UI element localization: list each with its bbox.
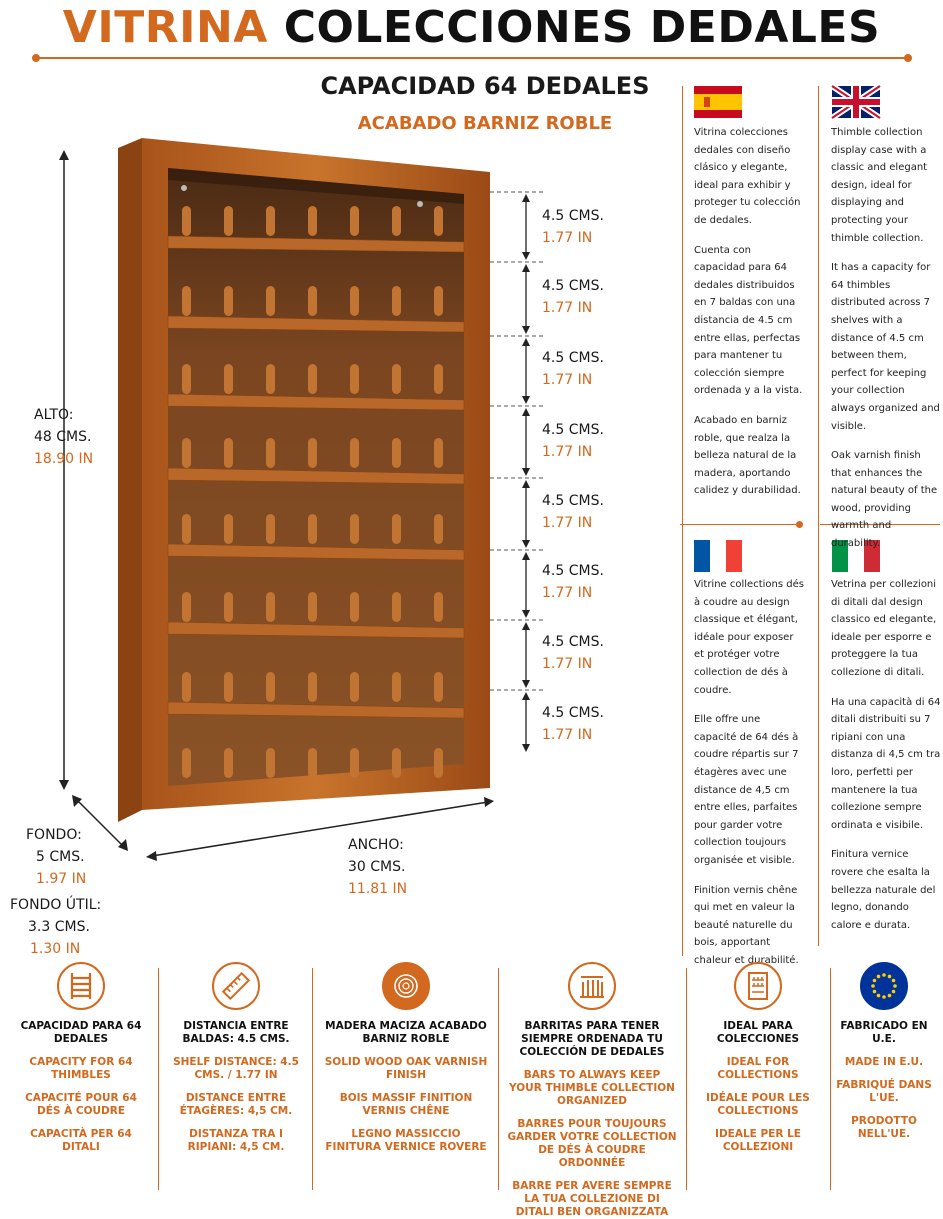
feature-eu-en: MADE IN E.U. [844,1056,924,1068]
wood-log-icon [382,962,430,1010]
gap-in: 1.77 IN [542,585,593,601]
thimble-peg [392,748,401,778]
description-es-p2: Cuenta con capacidad para 64 dedales distribuidos en 7 baldas con una distancia de 4.5 cm entre ellas, perfectas para mantener tu colección siempre ordenada y a la vista. [694,244,803,397]
depth-in: 1.97 IN [36,871,87,887]
eu-star [892,990,896,994]
thimble-peg [434,514,443,544]
gap-in: 1.77 IN [542,230,593,246]
description-en-p1: Thimble collection display case with a classic and elegant design, ideal for displaying and protecting your thimble collection. [831,127,928,244]
thimble-peg [392,438,401,468]
thimble-peg [434,438,443,468]
width-label: ANCHO: [348,837,404,853]
description-it [831,576,941,946]
feature-ideal-en: IDEAL FOR COLLECTIONS [717,1056,799,1081]
feature-ideal-title: IDEAL PARA COLECCIONES [716,1020,800,1045]
feature-ideal-fr: IDÉALE POUR LES COLLECTIONS [706,1092,810,1117]
feature-capacity-it: CAPACITÀ PER 64 DITALI [30,1128,132,1153]
eu-star [873,979,877,983]
spain-flag-icon [694,86,742,118]
gap-cm: 4.5 CMS. [542,208,604,224]
thimble-peg [266,748,275,778]
gap-arrowhead [522,338,530,346]
gap-in: 1.77 IN [542,300,593,316]
thimble-peg [224,672,233,702]
thimble-peg [182,672,191,702]
shelf-gap-dimension [542,275,604,319]
language-divider-h1 [680,524,800,525]
description-en-p2: It has a capacity for 64 thimbles distributed across 7 shelves with a distance of 4.5 cm between them, perfect for keeping your collection always organized and visible. [831,262,940,432]
thimble-peg [266,286,275,316]
thimble-peg [350,438,359,468]
thimble-peg [434,672,443,702]
feature-capacity-fr: CAPACITÉ POUR 64 DÉS À COUDRE [25,1092,137,1117]
divider-dot [796,521,803,528]
shelf-gap-dimension [542,631,604,675]
gap-cm: 4.5 CMS. [542,705,604,721]
eu-star [873,990,877,994]
language-divider-mid [818,86,819,946]
useful-depth-cm: 3.3 CMS. [28,919,90,935]
language-divider-left [682,86,683,956]
thimble-peg [266,514,275,544]
feature-bars-it: BARRE PER AVERE SEMPRE LA TUA COLLEZIONE DI DITALI BEN ORGANIZZATA [512,1180,672,1218]
gap-arrowhead [522,326,530,334]
shelf-gap-dimension [542,205,604,249]
eu-star [888,994,892,998]
feature-bars-en: BARS TO ALWAYS KEEP YOUR THIMBLE COLLECTION ORGANIZED [509,1069,675,1107]
feature-capacity [14,962,148,1154]
thimble-peg [308,592,317,622]
title-divider [36,57,908,59]
thimble-peg [308,286,317,316]
thimble-peg [434,592,443,622]
description-fr-p3: Finition vernis chêne qui met en valeur la beauté naturelle du bois, apportant chaleur et durabilité. [694,884,799,966]
shelf-gap-dimension [542,419,604,463]
shelf-ladder-icon [57,962,105,1010]
eu-star [892,979,896,983]
thimble-peg [308,438,317,468]
height-label: ALTO: [34,407,74,423]
feature-distance [170,962,302,1154]
feature-eu-fr: FABRIQUÉ DANS L'UE. [836,1079,932,1104]
capacity-heading: CAPACIDAD 64 DEDALES [320,72,650,100]
feature-wood-en: SOLID WOOD OAK VARNISH FINISH [324,1056,488,1081]
thimble-peg [392,286,401,316]
gap-arrowhead [522,396,530,404]
height-in: 18.90 IN [34,451,94,467]
thimble-peg [266,592,275,622]
thimble-peg [392,592,401,622]
thimble-peg [350,514,359,544]
thimble-peg [224,206,233,236]
useful-depth-in: 1.30 IN [30,941,81,957]
feature-eu-it: PRODOTTO NELL'UE. [851,1115,917,1140]
thimble-peg [434,286,443,316]
thimble-peg [308,514,317,544]
height-cm: 48 CMS. [34,429,92,445]
feature-capacity-title: CAPACIDAD PARA 64 DEDALES [20,1020,142,1045]
width-arrow [146,796,494,862]
feature-ideal-it: IDEALE PER LE COLLEZIONI [715,1128,801,1153]
description-fr-p2: Elle offre une capacité de 64 dés à coudre répartis sur 7 étagères avec une distance de 4,5 cm entre elles, parfaites pour garder votre collection toujours organisée et visible. [694,714,799,866]
depth-dimension [26,824,96,890]
thimble-peg [308,672,317,702]
gap-arrowhead [522,264,530,272]
thimble-peg [350,592,359,622]
thimble-peg [266,438,275,468]
gap-cm: 4.5 CMS. [542,350,604,366]
thimble-peg [350,206,359,236]
description-fr-p1: Vitrine collections dés à coudre au design classique et élégant, idéale pour exposer et protéger votre collection de dés à coudre. [694,579,804,696]
gap-arrowhead [522,552,530,560]
feature-capacity-en: CAPACITY FOR 64 THIMBLES [29,1056,133,1081]
feature-ideal [696,962,820,1154]
thimble-peg [182,286,191,316]
pegs-icon [568,962,616,1010]
gap-cm: 4.5 CMS. [542,278,604,294]
feature-bars [506,962,678,1219]
title-vitrina: VITRINA [62,2,268,53]
gap-arrowhead [522,680,530,688]
thimble-peg [224,438,233,468]
feature-eu [836,962,932,1141]
thimble-peg [308,364,317,394]
thimble-peg [266,206,275,236]
feature-wood-title: MADERA MACIZA ACABADO BARNIZ ROBLE [325,1020,487,1045]
description-it-p2: Ha una capacità di 64 ditali distribuiti su 7 ripiani con una distanza di 4,5 cm tra loro, perfetti per mantenere la tua collezione sempre ordinata e visibile. [831,696,941,831]
feature-eu-title: FABRICADO EN U.E. [840,1020,928,1045]
gap-cm: 4.5 CMS. [542,563,604,579]
feature-divider [498,968,499,1190]
feature-divider [686,968,687,1190]
gap-arrowhead [522,540,530,548]
thimble-peg [224,514,233,544]
feature-wood-fr: BOIS MASSIF FINITION VERNIS CHÊNE [339,1092,473,1117]
thimble-peg [392,364,401,394]
feature-wood-it: LEGNO MASSICCIO FINITURA VERNICE ROVERE [325,1128,487,1153]
shelf-gap-dimension-lines [490,180,550,760]
gap-arrowhead [522,252,530,260]
thimble-peg [266,364,275,394]
thimble-peg [182,206,191,236]
feature-bars-fr: BARRES POUR TOUJOURS GARDER VOTRE COLLECTION DE DÉS À COUDRE ORDONNÉE [507,1118,677,1169]
height-dimension [34,404,108,470]
ruler-icon [212,962,260,1010]
gap-in: 1.77 IN [542,727,593,743]
thimble-peg [392,206,401,236]
thimble-peg [392,514,401,544]
depth-cm: 5 CMS. [36,849,85,865]
gap-in: 1.77 IN [542,372,593,388]
thimble-peg [350,748,359,778]
feature-distance-it: DISTANZA TRA I RIPIANI: 4,5 CM. [187,1128,285,1153]
gap-cm: 4.5 CMS. [542,422,604,438]
thimble-peg [434,206,443,236]
description-es [694,124,804,512]
shelf-gap-dimension [542,702,604,746]
page-title [0,2,943,53]
eu-star [882,973,886,977]
thimble-peg [308,206,317,236]
thimble-peg [224,364,233,394]
thimble-peg [308,748,317,778]
france-flag-icon [694,540,742,572]
description-it-p3: Finitura vernice rovere che esalta la bellezza naturale del legno, donando calore e durata. [831,849,936,931]
description-fr [694,576,804,981]
gap-arrowhead [522,622,530,630]
description-es-p1: Vitrina colecciones dedales con diseño clásico y elegante, ideal para exhibir y proteger tu colección de dedales. [694,127,801,226]
eu-star [882,995,886,999]
thimble-peg [182,364,191,394]
thimble-peg [434,364,443,394]
thimble-peg [224,592,233,622]
eu-star [877,975,881,979]
shelf-gap-dimension [542,347,604,391]
feature-bars-title: BARRITAS PARA TENER SIEMPRE ORDENADA TU COLECCIÓN DE DEDALES [519,1020,665,1058]
feature-distance-en: SHELF DISTANCE: 4.5 CMS. / 1.77 IN [173,1056,299,1081]
feature-wood [322,962,490,1154]
description-it-p1: Vetrina per collezioni di ditali dal design classico ed elegante, ideale per esporre e proteggere la tua collezione di ditali. [831,579,937,678]
eu-star [893,984,897,988]
thimble-peg [224,748,233,778]
depth-label: FONDO: [26,827,82,843]
thimble-peg [182,514,191,544]
feature-divider [312,968,313,1190]
thimble-peg [266,672,275,702]
description-en [831,124,941,565]
eu-star [871,984,875,988]
eu-star [877,994,881,998]
thimble-peg [434,748,443,778]
shelf-gap-dimension [542,490,604,534]
width-dimension [348,834,428,900]
feature-divider [830,968,831,1190]
display-cabinet-icon [734,962,782,1010]
feature-distance-title: DISTANCIA ENTRE BALDAS: 4.5 CMS. [182,1020,290,1045]
feature-divider [158,968,159,1190]
gap-in: 1.77 IN [542,656,593,672]
useful-depth-dimension [10,894,120,960]
gap-in: 1.77 IN [542,515,593,531]
gap-arrowhead [522,468,530,476]
thimble-peg [350,672,359,702]
eu-star [888,975,892,979]
thimble-peg [182,592,191,622]
display-cabinet-image [118,138,490,822]
shelf-gap-dimension [542,560,604,604]
thimble-peg [350,286,359,316]
gap-cm: 4.5 CMS. [542,634,604,650]
thimble-peg [224,286,233,316]
title-colecciones: COLECCIONES DEDALES [283,2,881,53]
gap-arrowhead [522,194,530,202]
useful-depth-label: FONDO ÚTIL: [10,897,102,913]
gap-in: 1.77 IN [542,444,593,460]
description-es-p3: Acabado en barniz roble, que realza la belleza natural de la madera, aportando calidez y durabilidad. [694,414,801,497]
thimble-peg [182,748,191,778]
thimble-peg [392,672,401,702]
gap-arrowhead [522,744,530,752]
height-arrow [54,150,74,790]
thimble-peg [350,364,359,394]
uk-flag-icon [832,86,880,118]
gap-arrowhead [522,692,530,700]
finish-heading: ACABADO BARNIZ ROBLE [357,113,613,134]
gap-arrowhead [522,408,530,416]
thimble-peg [182,438,191,468]
gap-arrowhead [522,480,530,488]
gap-arrowhead [522,610,530,618]
feature-distance-fr: DISTANCE ENTRE ÉTAGÈRES: 4,5 CM. [179,1092,293,1117]
eu-flag-icon [860,962,908,1010]
description-en-p3: Oak varnish finish that enhances the natural beauty of the wood, providing warmth and durability. [831,450,938,550]
width-cm: 30 CMS. [348,859,406,875]
gap-cm: 4.5 CMS. [542,493,604,509]
width-in: 11.81 IN [348,881,408,897]
